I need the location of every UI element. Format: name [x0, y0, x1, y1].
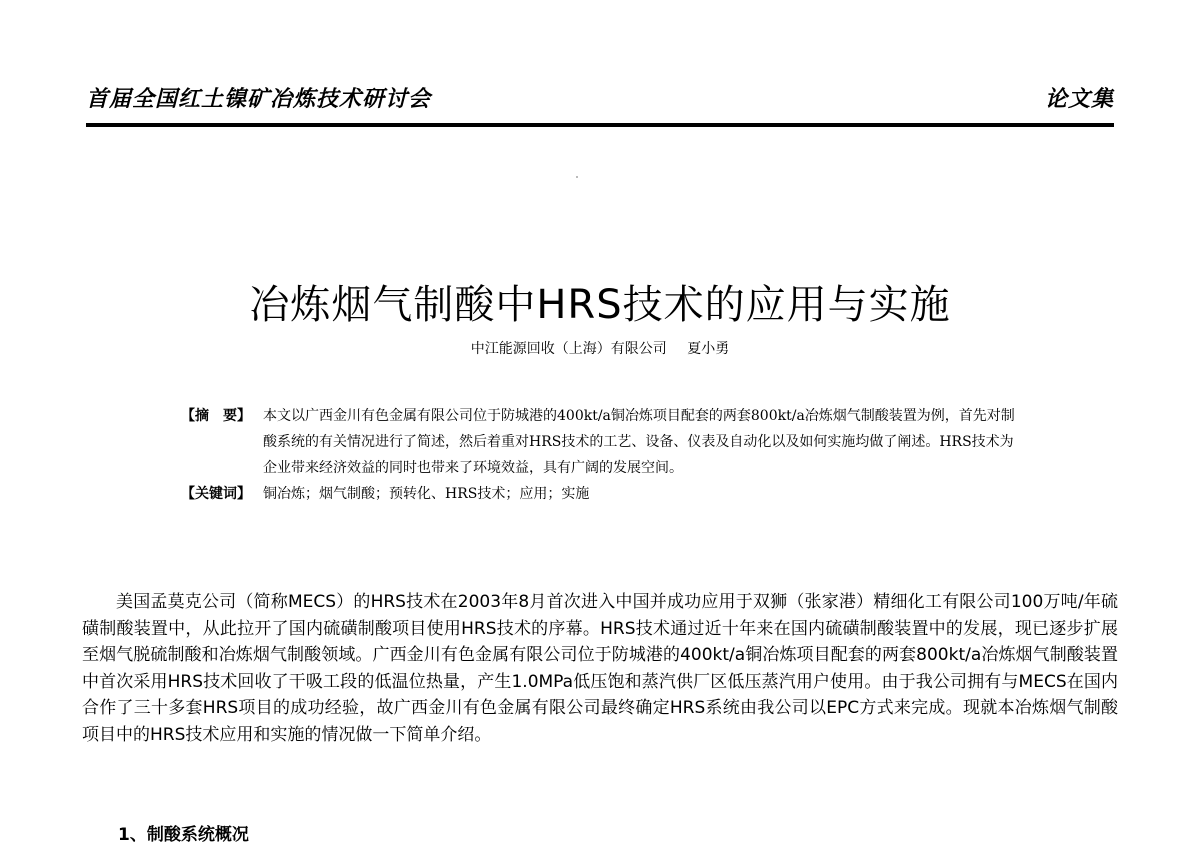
scan-speck	[576, 176, 578, 178]
section-heading: 1、制酸系统概况	[118, 825, 249, 845]
conference-name: 首届全国红土镍矿冶炼技术研讨会	[86, 87, 432, 112]
affiliation: 中江能源回收（上海）有限公司	[470, 341, 667, 357]
keywords-text: 铜冶炼；烟气制酸；预转化、HRS技术；应用；实施	[263, 486, 590, 502]
abstract-block	[181, 403, 1021, 507]
author-line	[0, 338, 1200, 358]
abstract-label: 【摘 要】	[181, 408, 251, 424]
abstract-row	[181, 403, 1021, 481]
running-header	[86, 82, 1114, 114]
header-rule	[86, 123, 1114, 127]
keywords-row	[181, 481, 1021, 507]
author-name: 夏小勇	[687, 341, 730, 357]
keywords-label: 【关键词】	[181, 486, 251, 502]
intro-section	[82, 589, 1118, 748]
abstract-text: 本文以广西金川有色金属有限公司位于防城港的400kt/a铜冶炼项目配套的两套800kt/a冶炼烟气制酸装置为例，首先对制酸系统的有关情况进行了简述，然后着重对HRS技术的工艺、设备、仪表及自动化以及如何实施均做了阐述。HRS技术为企业带来经济效益的同时也带来了环境效益，具有广阔的发展空间。	[263, 408, 1015, 476]
paper-title: 冶炼烟气制酸中HRS技术的应用与实施	[249, 281, 951, 328]
collection-name: 论文集	[1044, 87, 1114, 112]
intro-paragraph: 美国孟莫克公司（简称MECS）的HRS技术在2003年8月首次进入中国并成功应用于双狮（张家港）精细化工有限公司100万吨/年硫磺制酸装置中，从此拉开了国内硫磺制酸项目使用HRS技术的序幕。HRS技术通过近十年来在国内硫磺制酸装置中的发展，现已逐步扩展至烟气脱硫制酸和冶炼烟气制酸领域。广西金川有色金属有限公司位于防城港的400kt/a铜冶炼项目配套的两套800kt/a冶炼烟气制酸装置中首次采用HRS技术回收了干吸工段的低温位热量，产生1.0MPa低压饱和蒸汽供厂区低压蒸汽用户使用。由于我公司拥有与MECS在国内合作了三十多套HRS项目的成功经验，故广西金川有色金属有限公司最终确定HRS系统由我公司以EPC方式来完成。现就本冶炼烟气制酸项目中的HRS技术应用和实施的情况做一下简单介绍。	[82, 592, 1118, 745]
